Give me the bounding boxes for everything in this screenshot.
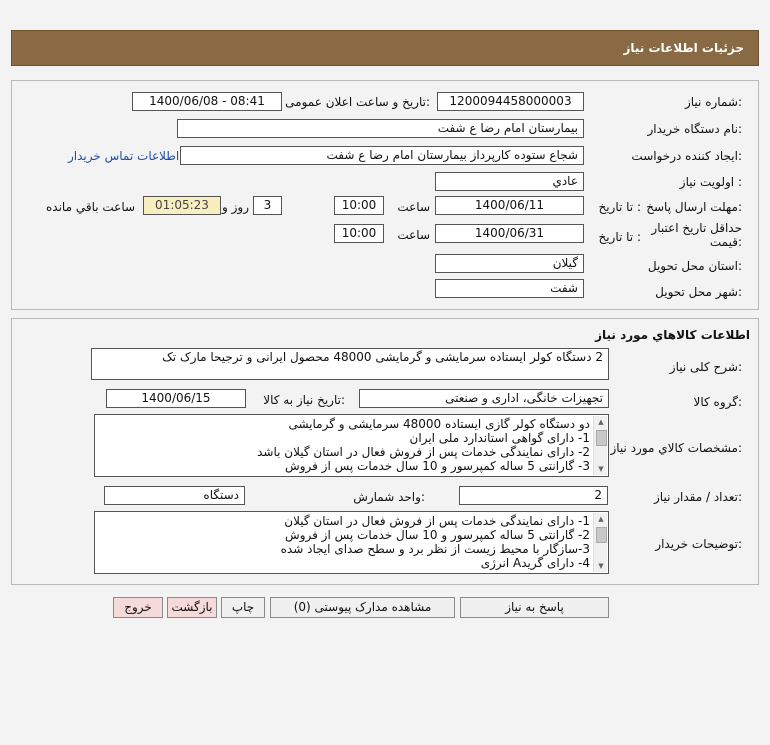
days-label: روز و (222, 200, 249, 214)
deadline-label: مهلت ارسال پاسخ: (646, 200, 742, 214)
specs-line: 2- دارای نمایندگی خدمات پس از فروش فعال در استان گیلان باشد (257, 445, 590, 459)
validity-to-date-label: تا تاریخ : (598, 230, 641, 244)
priority-field: عادي (435, 172, 584, 191)
validity-time-field: 10:00 (334, 224, 384, 243)
remaining-time-label: ساعت باقي مانده (46, 200, 136, 214)
buyer-label: نام دستگاه خریدار: (647, 122, 742, 136)
scroll-down-icon[interactable]: ▼ (598, 562, 604, 570)
need-number-label: شماره نیاز: (684, 95, 742, 109)
need-date-field: 1400/06/15 (106, 389, 246, 408)
specs-line: دو دستگاه کولر گازی ایستاده 48000 سرمایشی و گرمایشی (288, 417, 590, 431)
print-button[interactable]: چاپ (221, 597, 265, 618)
buyer-field: بیمارستان امام رضا ع شفت (177, 119, 584, 138)
buyer-notes-line: 1- دارای نمایندگی خدمات پس از فروش فعال در استان گیلان (284, 514, 590, 528)
specs-scrollbar[interactable] (593, 416, 607, 475)
scroll-up-icon[interactable]: ▲ (598, 418, 604, 426)
announce-datetime-field: 1400/06/08 - 08:41 (132, 92, 282, 111)
city-label: شهر محل تحویل: (655, 285, 742, 299)
page-header (11, 30, 759, 66)
description-label: شرح کلی نیاز: (669, 360, 742, 374)
specs-line: 3- گارانتی 5 ساله کمپرسور و 10 سال خدمات پس از فروش (285, 459, 590, 473)
buyer-notes-label: توضیحات خریدار: (655, 537, 742, 551)
need-info-panel (11, 80, 759, 310)
need-date-label: تاریخ نیاز به کالا: (263, 393, 345, 407)
deadline-to-date-label: تا تاریخ : (598, 200, 641, 214)
announce-datetime-label: تاریخ و ساعت اعلان عمومی: (285, 95, 430, 109)
remaining-time-field: 01:05:23 (143, 196, 221, 215)
validity-time-label: ساعت (397, 228, 430, 242)
scroll-up-icon[interactable]: ▲ (598, 515, 604, 523)
quantity-label: تعداد / مقدار نیاز: (654, 490, 742, 504)
unit-label: واحد شمارش: (353, 490, 425, 504)
validity-label-line2: قیمت: (709, 235, 742, 249)
page-title: جزئیات اطلاعات نیاز (623, 41, 744, 55)
buyer-notes-scrollbar[interactable] (593, 513, 607, 572)
reply-button[interactable]: پاسخ به نیاز (460, 597, 609, 618)
buyer-notes-line: 3-سازگار با محیط زیست از نظر برد و سطح صدای ایجاد شده (280, 542, 590, 556)
creator-field: شجاع ستوده کارپرداز بیمارستان امام رضا ع شفت (180, 146, 584, 165)
exit-button[interactable]: خروج (113, 597, 163, 618)
quantity-field: 2 (459, 486, 608, 505)
city-field: شفت (435, 279, 584, 298)
specs-textarea[interactable] (94, 414, 609, 477)
back-button[interactable]: بازگشت (167, 597, 217, 618)
goods-group-field: تجهیزات خانگی، اداری و صنعتی (359, 389, 609, 408)
specs-label: مشخصات کالاي مورد نياز: (610, 441, 742, 455)
scroll-thumb[interactable] (596, 430, 607, 446)
deadline-time-label: ساعت (397, 200, 430, 214)
buyer-notes-line: 4- دارای گریدA انرژی (480, 556, 590, 570)
deadline-time-field: 10:00 (334, 196, 384, 215)
buyer-notes-textarea[interactable] (94, 511, 609, 574)
attachments-button[interactable]: مشاهده مدارک پیوستی (0) (270, 597, 455, 618)
scroll-thumb[interactable] (596, 527, 607, 543)
province-field: گیلان (435, 254, 584, 273)
need-number-field: 1200094458000003 (437, 92, 584, 111)
deadline-date-field: 1400/06/11 (435, 196, 584, 215)
creator-label: ایجاد کننده درخواست: (631, 149, 742, 163)
buyer-notes-line: 2- گارانتی 5 ساله کمپرسور و 10 سال خدمات پس از فروش (285, 528, 590, 542)
province-label: استان محل تحویل: (647, 259, 742, 273)
validity-date-field: 1400/06/31 (435, 224, 584, 243)
description-field: 2 دستگاه کولر ایستاده سرمایشی و گرمایشی 48000 محصول ایرانی و ترجیحا مارک تک (91, 348, 609, 380)
unit-field: دستگاه (104, 486, 245, 505)
goods-group-label: گروه کالا: (693, 395, 742, 409)
goods-section-title: اطلاعات كالاهاي مورد نياز (595, 328, 750, 342)
specs-line: 1- دارای گواهی استاندارد ملی ایران (409, 431, 590, 445)
scroll-down-icon[interactable]: ▼ (598, 465, 604, 473)
validity-label-line1: حداقل تاریخ اعتبار (651, 221, 742, 235)
days-field: 3 (253, 196, 282, 215)
buyer-contact-link[interactable]: اطلاعات تماس خریدار (68, 149, 180, 163)
priority-label: اولویت نیاز : (679, 175, 742, 189)
